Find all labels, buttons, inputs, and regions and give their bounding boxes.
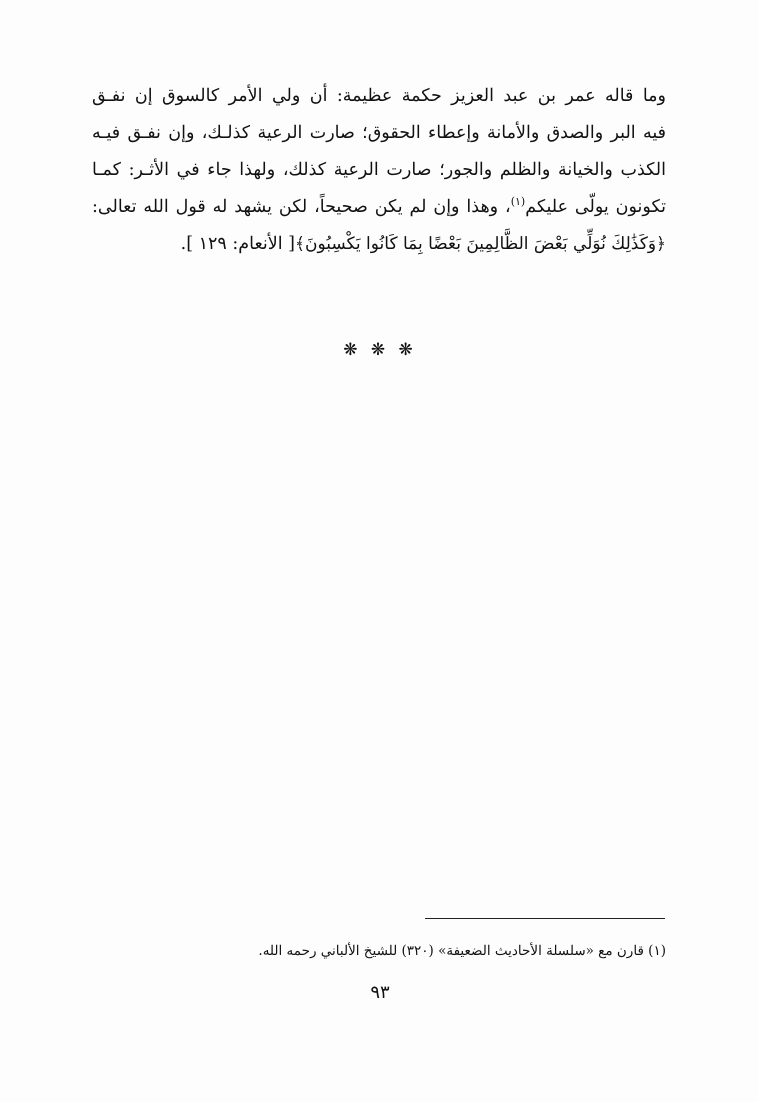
quran-verse: ﴿وَكَذَٰلِكَ نُوَلِّي بَعْضَ الظَّالِمِينَ بَعْضًا بِمَا كَانُوا يَكْسِبُونَ﴾: [295, 234, 666, 254]
footnote-divider: [425, 918, 665, 919]
line-4-text-start: تكونون يولّى عليكم: [525, 197, 666, 217]
verse-citation: [ الأنعام: ١٢٩ ].: [180, 234, 295, 254]
line-4-text-end: ، وهذا وإن لم يكن صحيحاً، لكن يشهد له قول الله تعالى:: [92, 197, 511, 217]
footnote-text: (١) قارن مع «سلسلة الأحاديث الضعيفة» (٣٢٠) للشيخ الألباني رحمه الله.: [258, 943, 666, 959]
paragraph-line-1: وما قاله عمر بن عبد العزيز حكمة عظيمة: أن ولي الأمر كالسوق إن نفـق: [92, 86, 666, 106]
section-separator: ❋ ❋ ❋: [343, 340, 417, 360]
page-number: ٩٣: [370, 982, 390, 1003]
paragraph-line-5: [92, 226, 666, 263]
main-paragraph: [92, 78, 666, 263]
paragraph-line-2: فيه البر والصدق والأمانة وإعطاء الحقوق؛ صارت الرعية كذلـك، وإن نفـق فيـه: [92, 123, 666, 143]
paragraph-line-4: [92, 189, 666, 226]
footnote-reference[interactable]: (١): [510, 195, 526, 209]
paragraph-line-3: الكذب والخيانة والظلم والجور؛ صارت الرعية كذلك، ولهذا جاء في الأثـر: كمـا: [92, 160, 666, 180]
